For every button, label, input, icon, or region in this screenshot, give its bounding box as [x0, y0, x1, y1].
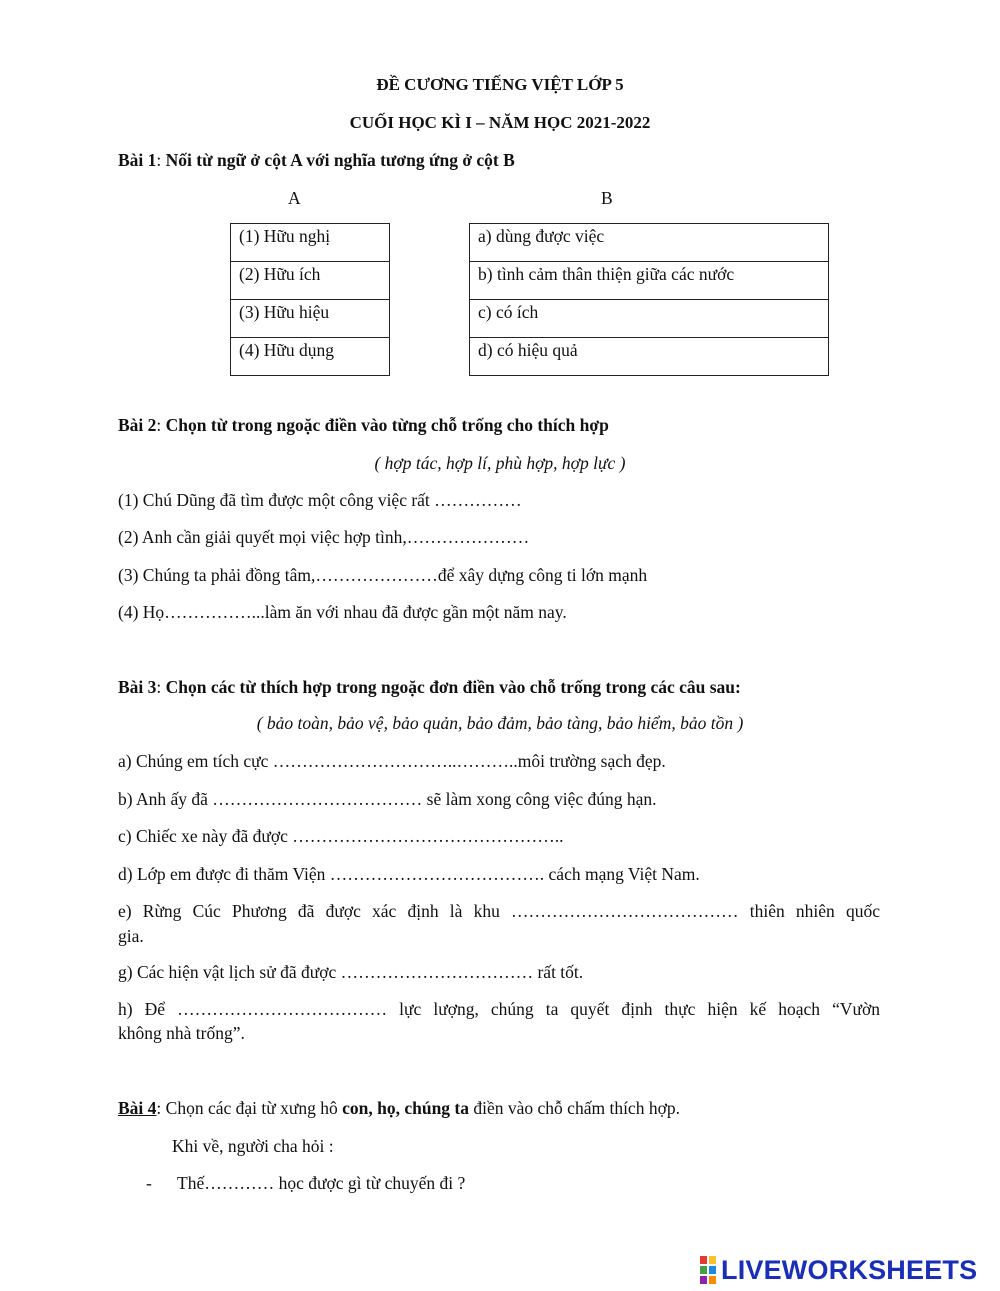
- bai2-item: (4) Họ……………...làm ăn với nhau đã được gần một năm nay.: [118, 602, 567, 622]
- liveworksheets-logo: [700, 1253, 977, 1287]
- column-b-header: B: [601, 188, 613, 208]
- bai2-item: (3) Chúng ta phải đồng tâm,…………………để xây dựng công ti lớn mạnh: [118, 565, 648, 585]
- bai3-label: Bài 3: [118, 677, 157, 697]
- bai4-post: điền vào chỗ chấm thích hợp.: [469, 1098, 680, 1118]
- col-a-item[interactable]: (4) Hữu dụng: [231, 338, 390, 376]
- bai3-item-c: c) Chiếc xe này đã được ………………………………………..: [118, 826, 564, 846]
- bai3-instruction: Chọn các từ thích hợp trong ngoặc đơn điền vào chỗ trống trong các câu sau:: [165, 677, 741, 697]
- bai3-sep: :: [156, 677, 166, 697]
- column-b-table: [469, 223, 829, 376]
- bai3-item-h-line2: không nhà trống”.: [118, 1023, 245, 1043]
- bai4-heading: [118, 1098, 680, 1119]
- bai3-word-options: ( bảo toàn, bảo vệ, bảo quản, bảo đảm, bảo tàng, bảo hiểm, bảo tồn ): [256, 713, 744, 733]
- page-title: ĐỀ CƯƠNG TIẾNG VIỆT LỚP 5: [376, 75, 624, 94]
- bai4-intro: Khi về, người cha hỏi :: [172, 1136, 334, 1156]
- bai2-item: (2) Anh cần giải quyết mọi việc hợp tình,…………………: [118, 527, 530, 547]
- bai4-dialogue-line: Thế………… học được gì từ chuyến đi ?: [177, 1173, 466, 1193]
- page-subtitle: CUỐI HỌC KÌ I – NĂM HỌC 2021-2022: [349, 113, 651, 132]
- logo-blocks-icon: [700, 1256, 716, 1284]
- bai4-pre: : Chọn các đại từ xưng hô: [156, 1098, 343, 1118]
- bai2-instruction: Chọn từ trong ngoặc điền vào từng chỗ trống cho thích hợp: [165, 415, 609, 435]
- col-b-item[interactable]: c) có ích: [470, 300, 829, 338]
- bai3-item-d: d) Lớp em được đi thăm Viện ………………………………. cách mạng Việt Nam.: [118, 864, 700, 884]
- bai2-label: Bài 2: [118, 415, 157, 435]
- bai3-item-a: a) Chúng em tích cực …………………………..………..môi trường sạch đẹp.: [118, 751, 666, 771]
- bai3-item-g: g) Các hiện vật lịch sử đã được …………………………… rất tốt.: [118, 962, 584, 982]
- col-a-item[interactable]: (1) Hữu nghị: [231, 224, 390, 262]
- bai1-instruction: Nối từ ngữ ở cột A với nghĩa tương ứng ở cột B: [165, 150, 515, 170]
- bai2-word-options: ( hợp tác, hợp lí, phù hợp, hợp lực ): [374, 453, 626, 473]
- bai4-label: Bài 4: [118, 1098, 157, 1118]
- dialogue-dash: -: [146, 1173, 152, 1193]
- logo-text: LIVEWORKSHEETS: [721, 1254, 978, 1285]
- column-a-table: [230, 223, 390, 376]
- col-b-item[interactable]: a) dùng được việc: [470, 224, 829, 262]
- bai2-item: (1) Chú Dũng đã tìm được một công việc rất ……………: [118, 490, 522, 510]
- col-a-item[interactable]: (3) Hữu hiệu: [231, 300, 390, 338]
- col-a-item[interactable]: (2) Hữu ích: [231, 262, 390, 300]
- col-b-item[interactable]: d) có hiệu quả: [470, 338, 829, 376]
- bai2-heading: [118, 415, 609, 436]
- col-b-item[interactable]: b) tình cảm thân thiện giữa các nước: [470, 262, 829, 300]
- bai1-label: Bài 1: [118, 150, 157, 170]
- bai4-bold-words: con, họ, chúng ta: [342, 1098, 470, 1118]
- bai3-item-e-line1: e) Rừng Cúc Phương đã được xác định là khu ………………………………… thiên nhiên quốc: [118, 901, 880, 921]
- bai3-item-e-line2: gia.: [118, 926, 144, 946]
- bai3-item-h-line1: h) Để ……………………………… lực lượng, chúng ta quyết định thực hiện kế hoạch “Vườn: [118, 999, 880, 1019]
- column-a-header: A: [288, 188, 301, 208]
- bai3-heading: [118, 677, 741, 698]
- bai1-heading: [118, 150, 515, 171]
- bai2-sep: :: [156, 415, 166, 435]
- bai1-sep: :: [156, 150, 166, 170]
- bai3-item-b: b) Anh ấy đã ……………………………… sẽ làm xong công việc đúng hạn.: [118, 789, 657, 809]
